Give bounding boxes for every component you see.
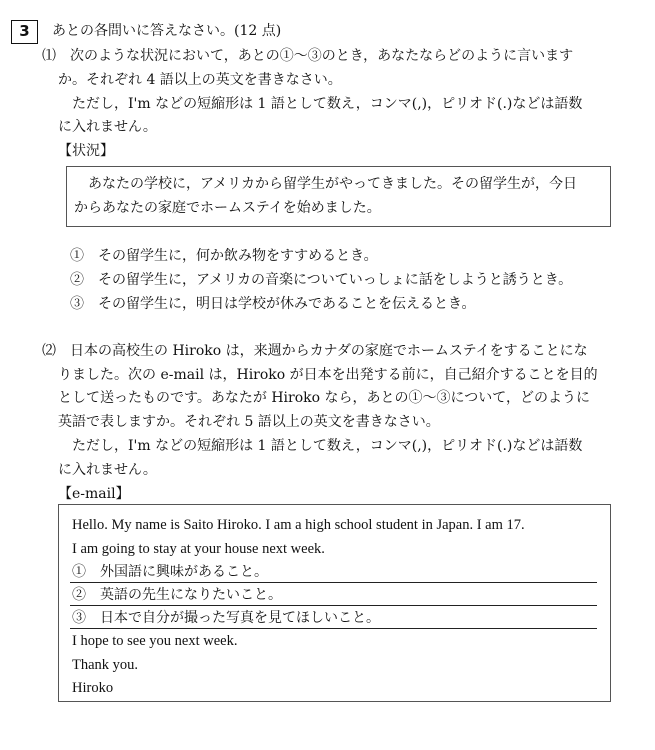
part2-line-3: として送ったものです。あなたが Hiroko なら，あとの①〜③について，どのように xyxy=(58,390,590,406)
part1-item-3: ③ その留学生に，明日は学校が休みであることを伝えるとき。 xyxy=(70,296,476,312)
email-item-3: ③ 日本で自分が撮った写真を見てほしいこと。 xyxy=(72,610,380,626)
part1-line-4: に入れません。 xyxy=(58,119,157,135)
email-line-2: I am going to stay at your house next week. xyxy=(72,541,325,557)
situation-line-2: からあなたの家庭でホームステイを始めました。 xyxy=(74,200,381,216)
email-closing-1: I hope to see you next week. xyxy=(72,633,238,649)
part1-line-2: か。それぞれ 4 語以上の英文を書きなさい。 xyxy=(58,72,342,88)
email-item-2-underline xyxy=(70,605,597,606)
email-item-3-underline xyxy=(70,628,597,629)
email-item-1-underline xyxy=(70,582,597,583)
part2-line-2: りました。次の e-mail は，Hiroko が日本を出発する前に，自己紹介することを目的 xyxy=(58,367,598,383)
question-number-box: 3 xyxy=(11,20,38,44)
email-label: 【e-mail】 xyxy=(58,486,130,502)
part2-line-4: 英語で表しますか。それぞれ 5 語以上の英文を書きなさい。 xyxy=(58,414,440,430)
part1-line-1: ⑴ 次のような状況において，あとの①〜③のとき，あなたならどのように言います xyxy=(42,48,574,64)
situation-line-1: あなたの学校に，アメリカから留学生がやってきました。その留学生が，今日 xyxy=(74,176,578,192)
part2-line-1: ⑵ 日本の高校生の Hiroko は，来週からカナダの家庭でホームステイをすることにな xyxy=(42,343,588,359)
part2-line-5: ただし，I'm などの短縮形は 1 語として数え，コンマ(,)，ピリオド(.)などは語数 xyxy=(58,438,583,454)
email-signature: Hiroko xyxy=(72,680,114,696)
email-item-1: ① 外国語に興味があること。 xyxy=(72,564,268,580)
part1-item-2: ② その留学生に，アメリカの音楽についていっしょに話をしようと誘うとき。 xyxy=(70,272,573,288)
part1-line-3: ただし，I'm などの短縮形は 1 語として数え，コンマ(,)，ピリオド(.)などは語数 xyxy=(58,96,583,112)
email-closing-2: Thank you. xyxy=(72,657,139,673)
email-item-2: ② 英語の先生になりたいこと。 xyxy=(72,587,282,603)
part1-item-1: ① その留学生に，何か飲み物をすすめるとき。 xyxy=(70,248,378,264)
email-line-1: Hello. My name is Saito Hiroko. I am a high school student in Japan. I am 17. xyxy=(72,517,525,533)
part2-line-6: に入れません。 xyxy=(58,462,157,478)
situation-label: 【状況】 xyxy=(58,143,114,159)
question-instruction: あとの各問いに答えなさい。(12 点) xyxy=(52,23,282,39)
